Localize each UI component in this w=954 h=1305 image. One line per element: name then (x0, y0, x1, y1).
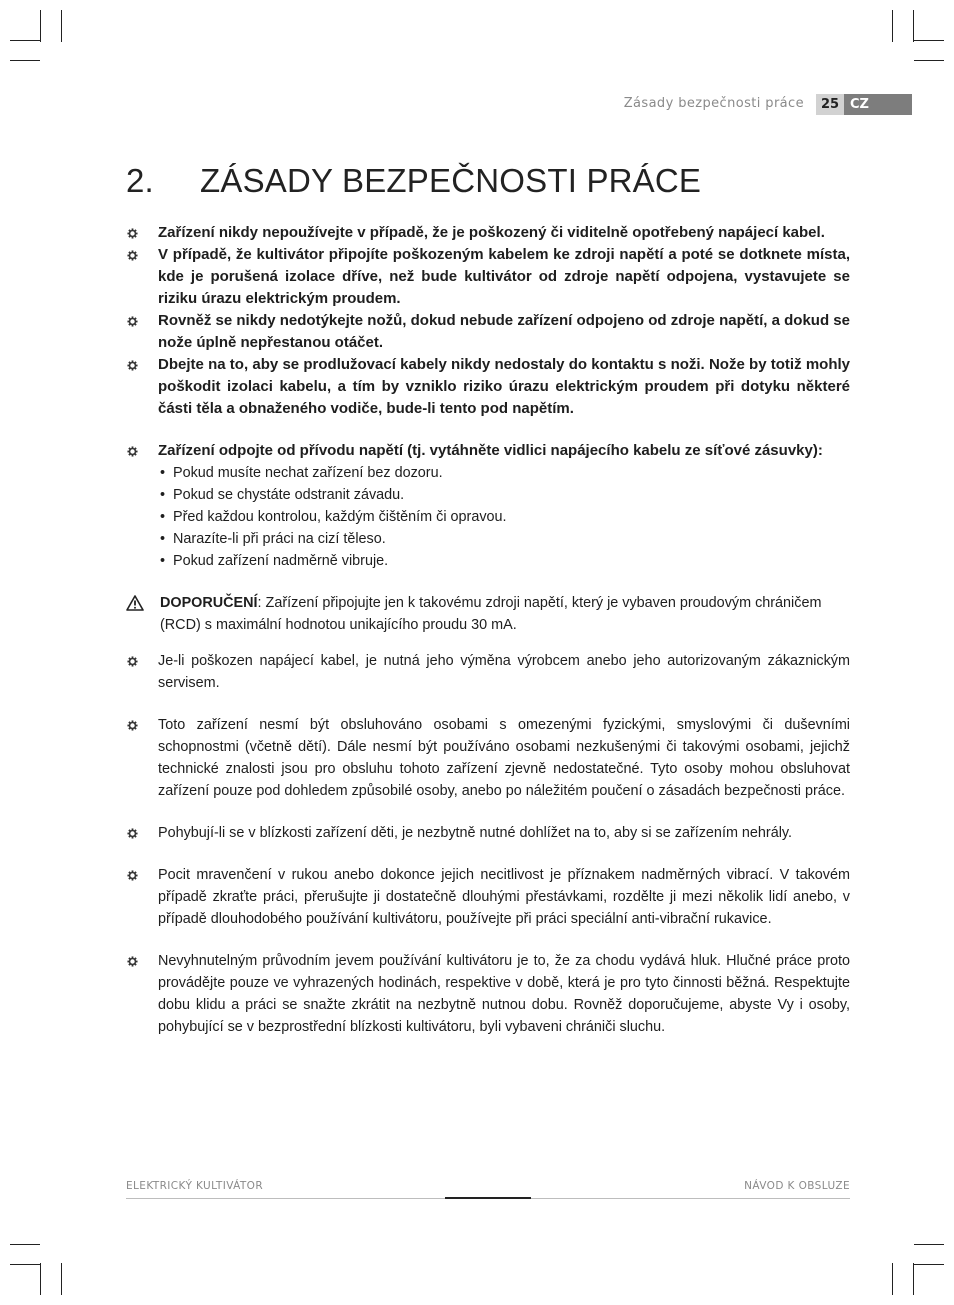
footer-product-name: ELEKTRICKÝ KULTIVÁTOR (126, 1180, 264, 1192)
gear-bullet-icon (126, 864, 140, 886)
footer-manual-label: NÁVOD K OBSLUZE (744, 1180, 850, 1192)
section-title: ZÁSADY BEZPEČNOSTI PRÁCE (200, 162, 702, 199)
gear-bullet-icon (126, 650, 140, 672)
sublist-item: • Pokud musíte nechat zařízení bez dozoru. (160, 462, 850, 484)
recommendation-keyword: DOPORUČENÍ (160, 595, 258, 611)
recommendation-text: : Zařízení připojujte jen k takovému zdroji napětí, který je vybaven proudovým chráničem (RCD) s maximální hodnotou unikajícího proudu 30 mA. (160, 595, 822, 633)
crop-mark (40, 1263, 41, 1295)
content (126, 222, 850, 1038)
crop-mark (914, 1264, 944, 1265)
list-item-text: Je-li poškozen napájecí kabel, je nutná jeho výměna výrobcem anebo jeho autorizovaným zákaznickým servisem. (158, 653, 850, 691)
running-header-title: Zásady bezpečnosti práce (623, 96, 804, 111)
recommendation-note (126, 592, 850, 636)
gear-bullet-icon (126, 950, 140, 972)
list-item-text: Toto zařízení nesmí být obsluhováno osobami s omezenými fyzickými, smyslovými či duševními schopnostmi (včetně dětí). Dále nesmí být používáno osobami nezkušenými či takovými osobami, jejichž technické znalosti jsou pro obsluhu tohoto zařízení zjevně nedostatečné. Tyto osoby mohou obsluhovat zařízení pouze pod dohledem způsobilé osoby, anebo po náležitém poučení o zásadách bezpečnosti práce. (158, 717, 850, 799)
sublist-item: • Narazíte-li při práci na cizí těleso. (160, 528, 850, 550)
crop-mark (914, 1244, 944, 1245)
gear-bullet-icon (126, 222, 140, 244)
gear-bullet-icon (126, 822, 140, 844)
gear-bullet-icon (126, 310, 140, 332)
crop-mark (913, 1263, 914, 1295)
crop-mark (10, 60, 40, 61)
sublist-item: • Pokud se chystáte odstranit závadu. (160, 484, 850, 506)
page-number: 25 (816, 94, 844, 115)
crop-mark (914, 40, 944, 41)
crop-mark (61, 10, 62, 42)
list-item (126, 950, 850, 1038)
gear-bullet-icon (126, 354, 140, 376)
gear-bullet-icon (126, 244, 140, 266)
footer-rule-accent (445, 1197, 531, 1199)
crop-mark (10, 1264, 40, 1265)
crop-mark (40, 10, 41, 42)
list-item (126, 222, 850, 244)
gear-bullet-icon (126, 714, 140, 736)
list-item-text: Dbejte na to, aby se prodlužovací kabely nikdy nedostaly do kontaktu s noži. Nože by totiž mohly poškodit izolaci kabelu, a tím by vzniklo riziko úrazu elektrickým proudem při dotyku některé části těla a obnaženého vodiče, bude-li tento pod napětím. (158, 356, 850, 417)
list-item-text: Zařízení odpojte od přívodu napětí (tj. vytáhněte vidlici napájecího kabelu ze síťové zásuvky): (158, 442, 823, 459)
list-item (126, 310, 850, 354)
list-item-text: Rovněž se nikdy nedotýkejte nožů, dokud nebude zařízení odpojeno od zdroje napětí, a dokud se nože úplně nepřestanou otáčet. (158, 312, 850, 351)
disconnect-sublist (126, 462, 850, 572)
crop-mark (892, 10, 893, 42)
language-badge: CZ (844, 94, 912, 115)
gear-bullet-icon (126, 440, 140, 462)
list-item-text: Nevyhnutelným průvodním jevem používání kultivátoru je to, že za chodu vydává hluk. Hlučné práce proto provádějte pouze ve vyhrazených hodinách, respektive v době, která je pro tyto činnosti běžná. Respektujte dobu klidu a práci se snažte zkrátit na nezbytně nutnou dobu. Rovněž doporučujeme, abyste Vy i osoby, pohybující se v bezprostřední blízkosti kultivátoru, byli vybaveni chrániči sluchu. (158, 953, 850, 1035)
list-item-text: Zařízení nikdy nepoužívejte v případě, že je poškozený či viditelně opotřebený napájecí kabel. (158, 224, 825, 241)
warning-triangle-icon (126, 595, 144, 618)
list-item-text: Pocit mravenčení v rukou anebo dokonce jejich necitlivost je příznakem nadměrných vibrací. V takovém případě zkraťte práci, přerušujte ji dostatečně dlouhými přestávkami, rozdělte ji mezi několik lidí anebo, v případě dlouhodobého používání kultivátoru, používejte při práci speciální anti-vibrační rukavice. (158, 867, 850, 927)
list-item (126, 650, 850, 694)
list-item (126, 440, 850, 462)
list-item (126, 244, 850, 310)
list-item (126, 822, 850, 844)
crop-mark (10, 1244, 40, 1245)
list-item (126, 354, 850, 420)
crop-mark (61, 1263, 62, 1295)
sublist-item: • Před každou kontrolou, každým čištěním či opravou. (160, 506, 850, 528)
page-title (126, 162, 701, 200)
list-item (126, 864, 850, 930)
list-item (126, 714, 850, 802)
list-item-text: V případě, že kultivátor připojíte poškozeným kabelem ke zdroji napětí a poté se dotknete místa, kde je porušená izolace dříve, než bude kultivátor od zdroje napětí odpojena, vystavujete se riziku úrazu elektrickým proudem. (158, 246, 850, 307)
sublist-item: • Pokud zařízení nadměrně vibruje. (160, 550, 850, 572)
section-number: 2. (126, 162, 154, 199)
crop-mark (914, 60, 944, 61)
crop-mark (913, 10, 914, 42)
list-item-text: Pohybují-li se v blízkosti zařízení děti, je nezbytně nutné dohlížet na to, aby si se zařízením nehrály. (158, 825, 793, 841)
crop-mark (10, 40, 40, 41)
crop-mark (892, 1263, 893, 1295)
